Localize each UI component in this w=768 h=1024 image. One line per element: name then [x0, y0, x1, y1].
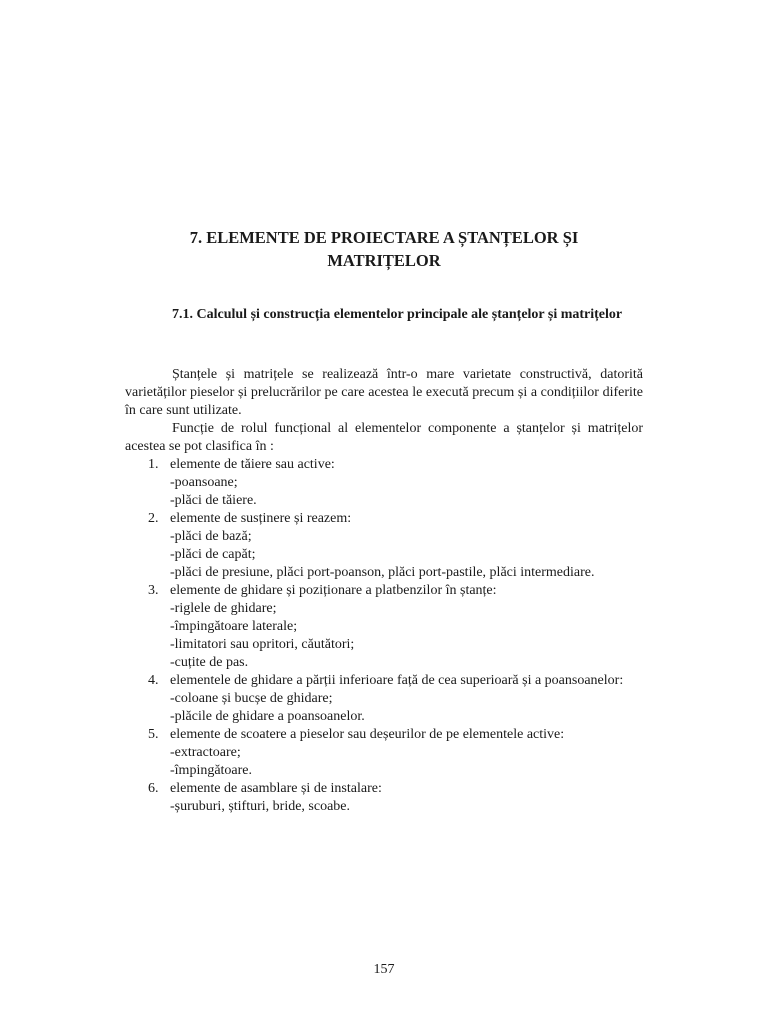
sub-item: -plăci de capăt; [170, 547, 256, 562]
sub-item: -poansoane; [170, 475, 238, 490]
list-item-text: elemente de asamblare și de instalare: [170, 781, 382, 796]
list-item [125, 672, 643, 726]
sub-item: -plăci de tăiere. [170, 493, 257, 508]
sub-item: -extractoare; [170, 745, 241, 760]
list-item-number: 2. [148, 511, 159, 526]
list-item-text: elemente de tăiere sau active: [170, 457, 335, 472]
list-item [125, 510, 643, 582]
section-title: 7.1. Calculul și construcția elementelor principale ale ștanțelor și matrițelor [172, 307, 623, 322]
list-item [125, 456, 643, 510]
list-item-number: 6. [148, 781, 159, 796]
sub-item: -împingătoare laterale; [170, 619, 298, 634]
sub-item: -limitatori sau opritori, căutători; [170, 637, 355, 652]
sub-item: -plăcile de ghidare a poansoanelor. [170, 709, 365, 724]
list-item-number: 1. [148, 457, 159, 472]
sub-item: -plăci de bază; [170, 529, 252, 544]
chapter-title-line-2: MATRIȚELOR [327, 251, 441, 270]
elements-list [125, 456, 643, 816]
sub-item: -coloane și bucșe de ghidare; [170, 691, 333, 706]
list-item-text: elementele de ghidare a părții inferioare față de cea superioară și a poansoanelor: [170, 673, 624, 688]
list-item-text: elemente de ghidare și poziționare a platbenzilor în ștanțe: [170, 583, 497, 598]
body-text [125, 366, 643, 816]
list-item-text: elemente de scoatere a pieselor sau deșeurilor de pe elementele active: [170, 727, 565, 742]
list-item-number: 5. [148, 727, 159, 742]
list-item [125, 726, 643, 780]
sub-item: -șuruburi, știfturi, bride, scoabe. [170, 799, 351, 814]
list-item-number: 3. [148, 583, 159, 598]
sub-item: -cuțite de pas. [170, 655, 249, 670]
list-item [125, 780, 643, 816]
list-item-text: elemente de susținere și reazem: [170, 511, 352, 526]
intro-paragraph: Ștanțele și matrițele se realizează într-o mare varietate constructivă, datorită varietăților pieselor și prelucrărilor pe care acestea le execută precum și a condițiilor diferite în care sunt utilizate. [125, 367, 643, 418]
chapter-title-line-1: 7. ELEMENTE DE PROIECTARE A ȘTANȚELOR ȘI [189, 228, 579, 247]
classification-paragraph: Funcție de rolul funcțional al elementelor componente a ștanțelor și matrițelor acestea se pot clasifica în : [125, 421, 643, 454]
list-item [125, 582, 643, 672]
sub-item: -riglele de ghidare; [170, 601, 277, 616]
list-item-number: 4. [148, 673, 159, 688]
sub-item: -împingătoare. [170, 763, 253, 778]
page-number: 157 [373, 962, 395, 977]
chapter-title [120, 226, 648, 272]
sub-item: -plăci de presiune, plăci port-poanson, plăci port-pastile, plăci intermediare. [170, 565, 595, 580]
